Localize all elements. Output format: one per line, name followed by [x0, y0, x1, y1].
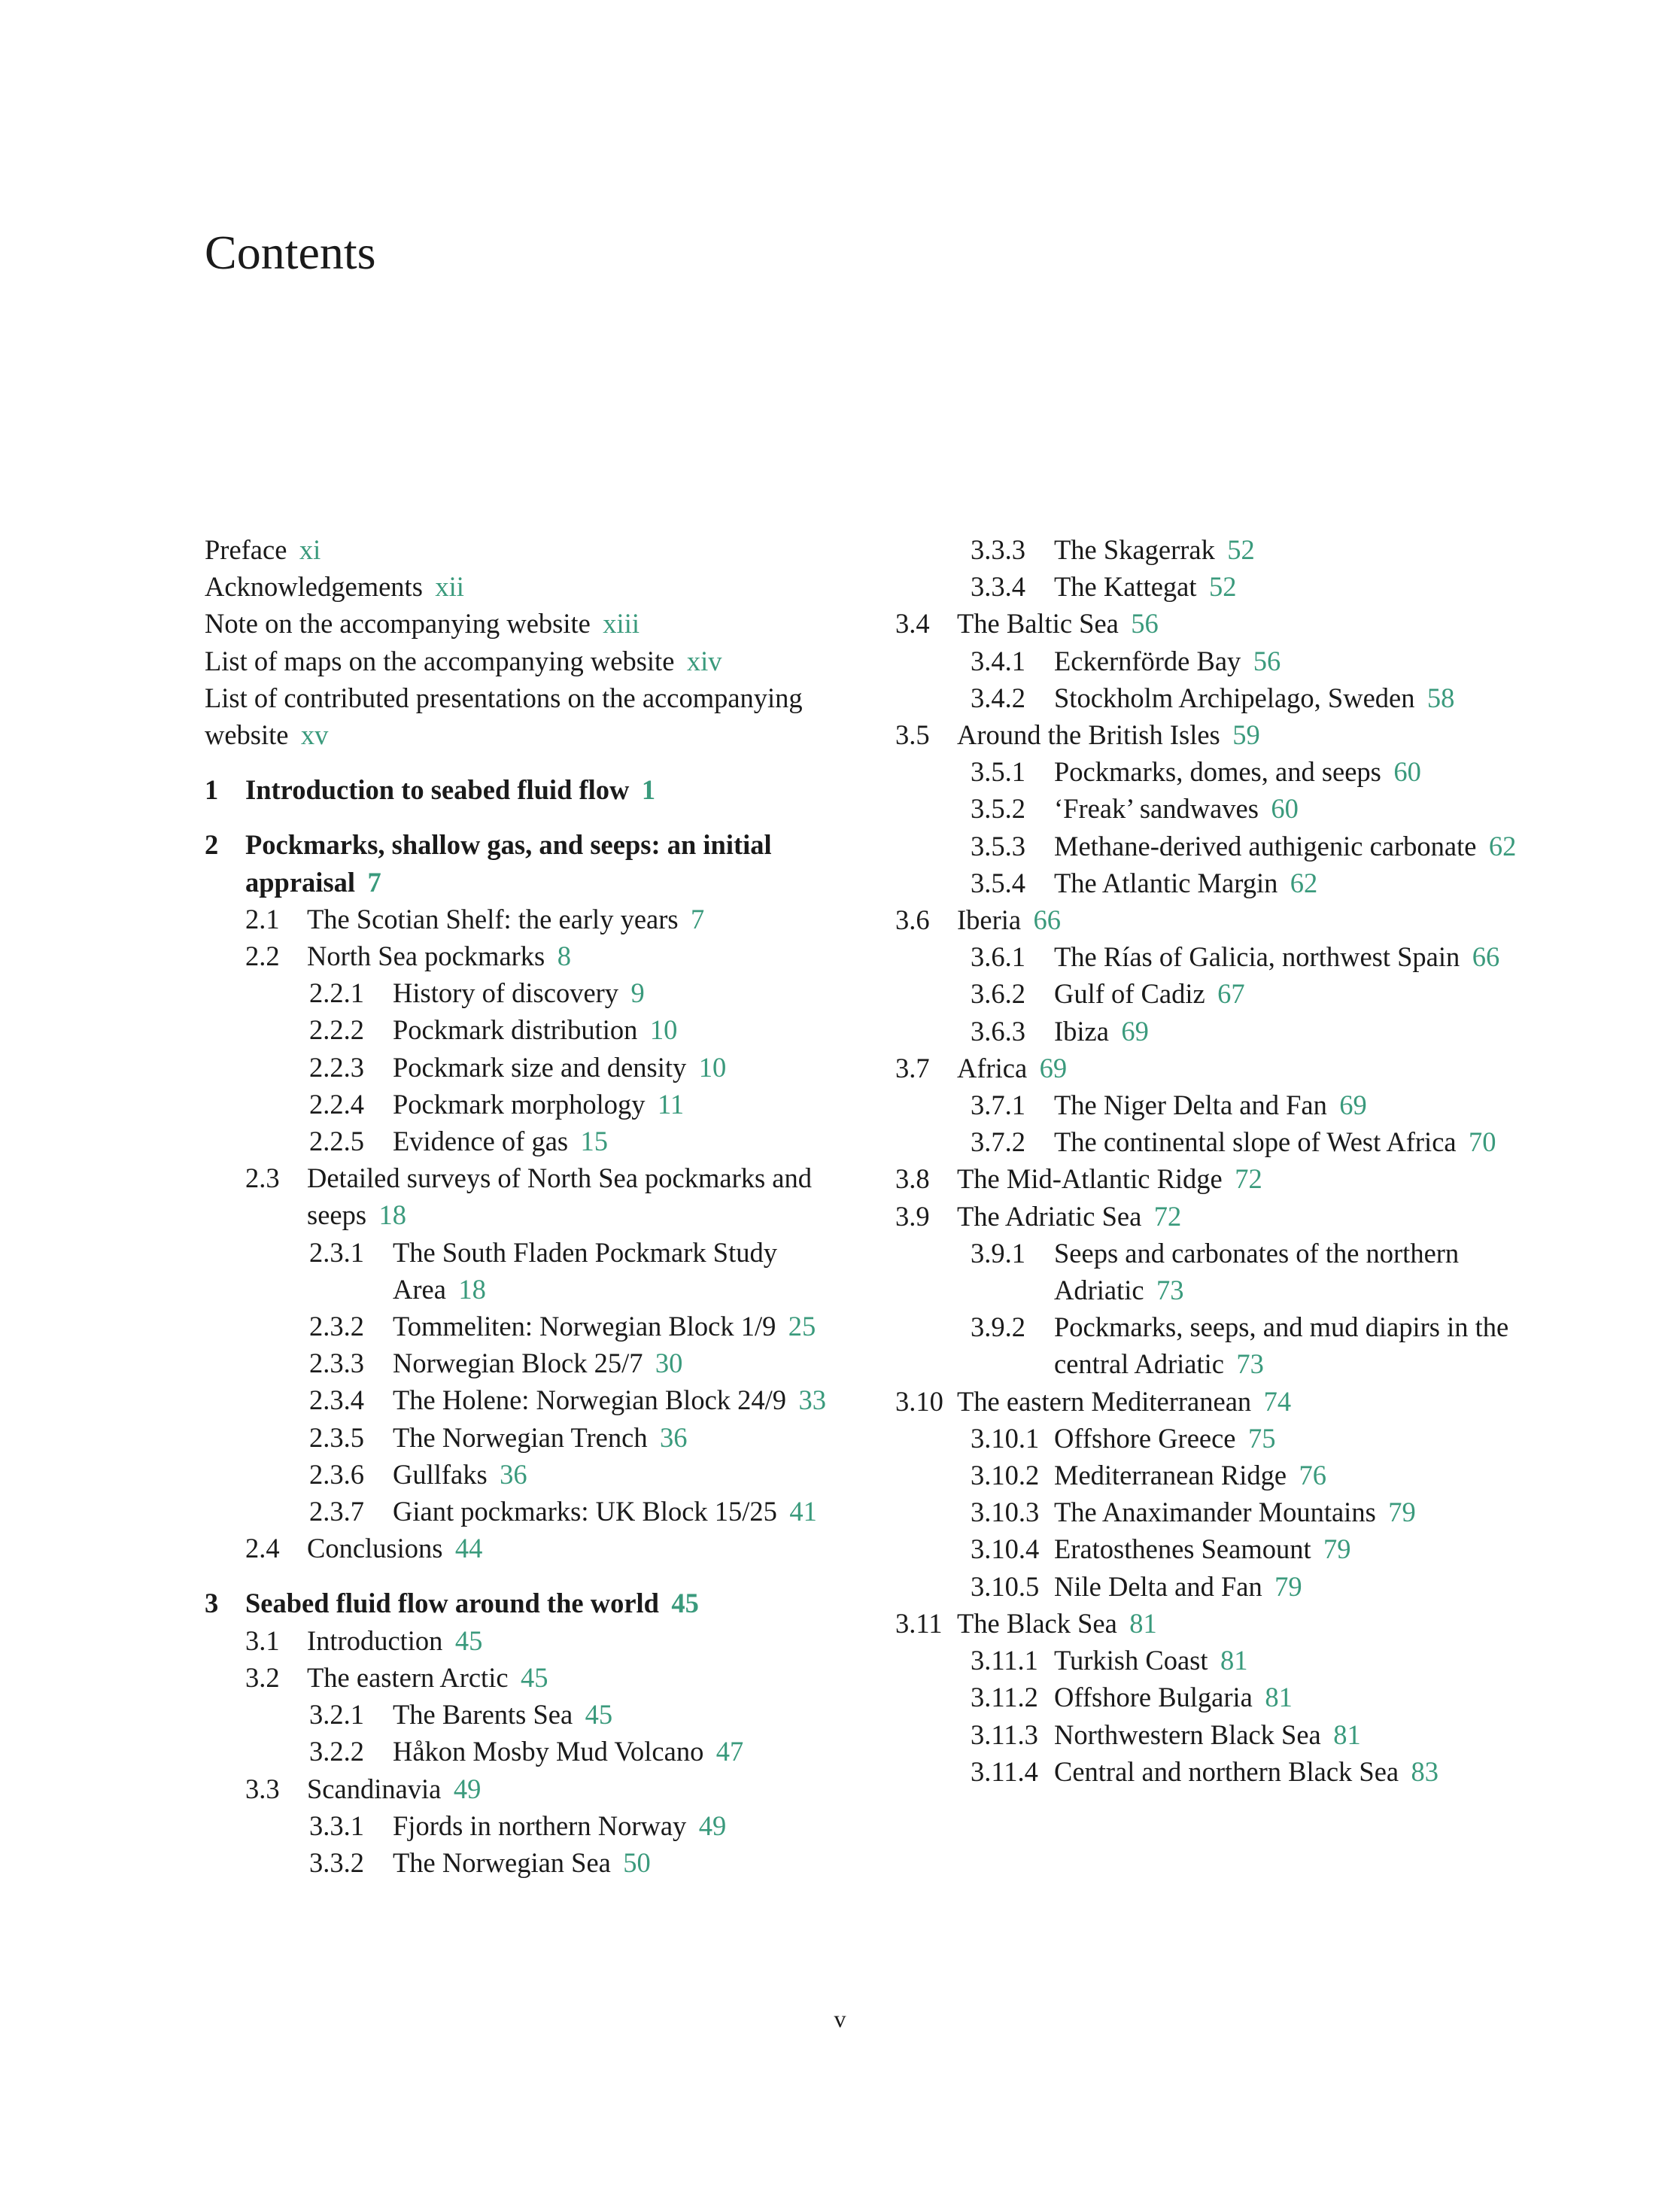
- entry-page-number: 7: [367, 866, 381, 898]
- entry-number: 2.1: [245, 903, 280, 934]
- entry-title: The Norwegian Sea: [393, 1846, 611, 1878]
- toc-entry: [205, 679, 867, 753]
- toc-entry: [205, 568, 867, 605]
- toc-entry: [205, 826, 867, 900]
- entry-number: 3.6.1: [971, 941, 1025, 973]
- entry-page-number: 79: [1323, 1533, 1351, 1565]
- toc-entry: [205, 1234, 867, 1308]
- entry-title: The eastern Arctic: [307, 1661, 509, 1693]
- entry-page-number: 45: [585, 1699, 613, 1731]
- entry-number: 3.9: [895, 1200, 930, 1232]
- entry-title: Northwestern Black Sea: [1054, 1719, 1321, 1750]
- entry-title: Giant pockmarks: UK Block 15/25: [393, 1496, 777, 1527]
- entry-title: List of maps on the accompanying website: [205, 645, 675, 676]
- entry-page-number: 60: [1271, 793, 1299, 825]
- toc-entry: [895, 679, 1542, 716]
- entry-page-number: xv: [300, 719, 329, 751]
- entry-title: The Scotian Shelf: the early years: [307, 903, 679, 934]
- entry-title: Note on the accompanying website: [205, 608, 591, 640]
- entry-title: The Mid-Atlantic Ridge: [957, 1163, 1223, 1195]
- entry-page-number: xiii: [603, 608, 639, 640]
- entry-page-number: 9: [630, 977, 645, 1009]
- entry-title: The Norwegian Trench: [393, 1421, 648, 1453]
- entry-title: Turkish Coast: [1054, 1645, 1208, 1676]
- entry-number: 2.2.3: [309, 1051, 364, 1083]
- entry-page-number: xi: [299, 534, 321, 565]
- toc-entry: [205, 1049, 867, 1086]
- entry-number: 3.8: [895, 1163, 930, 1195]
- entry-page-number: 50: [623, 1846, 651, 1878]
- entry-page-number: 67: [1217, 978, 1245, 1010]
- entry-title: Stockholm Archipelago, Sweden: [1054, 682, 1415, 713]
- entry-title: The Baltic Sea: [957, 608, 1119, 640]
- entry-title: Eratosthenes Seamount: [1054, 1533, 1311, 1565]
- entry-number: 3.3.4: [971, 571, 1025, 603]
- toc-entry: [205, 643, 867, 679]
- entry-title: Iberia: [957, 904, 1022, 936]
- entry-number: 3.11.1: [971, 1645, 1038, 1676]
- toc-entry: [895, 1530, 1542, 1567]
- toc-entry: [205, 1381, 867, 1418]
- entry-title: Offshore Greece: [1054, 1422, 1236, 1454]
- toc-entry: [895, 1308, 1542, 1382]
- page-number: v: [834, 2005, 846, 2032]
- entry-number: 2.2: [245, 941, 280, 972]
- entry-number: 3.5.1: [971, 756, 1025, 788]
- toc-left-column: [205, 531, 867, 1881]
- toc-entry: [895, 1679, 1542, 1715]
- toc-entry: [895, 1383, 1542, 1420]
- entry-page-number: 11: [657, 1088, 685, 1120]
- entry-title: Preface: [205, 534, 287, 565]
- entry-number: 2.4: [245, 1533, 280, 1564]
- entry-page-number: xiv: [686, 645, 722, 676]
- entry-number: 3.9.2: [971, 1311, 1025, 1343]
- toc-entry: [205, 1086, 867, 1123]
- entry-page-number: 18: [458, 1273, 486, 1305]
- toc-right-column: [895, 531, 1542, 1790]
- entry-title: List of contributed presentations on the accompanying website: [205, 682, 803, 751]
- entry-page-number: 1: [641, 774, 656, 806]
- entry-number: 3.4.1: [971, 645, 1025, 676]
- toc-entry: [895, 1716, 1542, 1753]
- entry-title: Mediterranean Ridge: [1054, 1460, 1287, 1491]
- entry-page-number: 8: [557, 941, 571, 972]
- entry-page-number: 79: [1274, 1570, 1302, 1602]
- entry-title: Pockmarks, seeps, and mud diapirs in the central Adriatic: [1054, 1311, 1509, 1380]
- toc-entry: [895, 938, 1542, 975]
- entry-page-number: 44: [454, 1533, 483, 1564]
- toc-entry: [205, 1696, 867, 1733]
- entry-page-number: 15: [580, 1126, 609, 1157]
- entry-page-number: 81: [1265, 1682, 1293, 1713]
- entry-number: 3.6.2: [971, 978, 1025, 1010]
- entry-title: Nile Delta and Fan: [1054, 1570, 1262, 1602]
- entry-title: Håkon Mosby Mud Volcano: [393, 1736, 704, 1767]
- toc-entry: [895, 1160, 1542, 1197]
- entry-title: The Skagerrak: [1054, 534, 1215, 565]
- entry-number: 2.2.4: [309, 1088, 364, 1120]
- toc-entry: [205, 1733, 867, 1770]
- entry-page-number: 62: [1290, 867, 1318, 898]
- entry-page-number: 49: [453, 1773, 482, 1804]
- entry-number: 3.2.1: [309, 1699, 364, 1731]
- entry-title: Detailed surveys of North Sea pockmarks and seeps: [307, 1162, 813, 1231]
- entry-number: 3.3.2: [309, 1846, 364, 1878]
- entry-page-number: 81: [1129, 1607, 1157, 1639]
- toc-entry: [205, 1011, 867, 1048]
- entry-title: Pockmarks, shallow gas, and seeps: an initial appraisal: [245, 829, 772, 898]
- toc-entry: [205, 1659, 867, 1696]
- entry-number: 3.3.3: [971, 534, 1025, 565]
- entry-page-number: 83: [1411, 1755, 1439, 1787]
- toc-entry: [205, 1123, 867, 1159]
- toc-entry: [895, 901, 1542, 938]
- entry-title: Gullfaks: [393, 1458, 488, 1490]
- entry-number: 3.10.4: [971, 1533, 1040, 1565]
- entry-page-number: 74: [1263, 1385, 1292, 1417]
- entry-page-number: 72: [1153, 1200, 1182, 1232]
- toc-entry: [895, 1605, 1542, 1642]
- entry-title: Introduction: [307, 1624, 443, 1656]
- toc-entry: [205, 1159, 867, 1233]
- entry-page-number: 25: [788, 1311, 816, 1342]
- entry-page-number: 73: [1236, 1348, 1264, 1380]
- entry-title: ‘Freak’ sandwaves: [1054, 793, 1259, 825]
- toc-entry: [205, 1844, 867, 1881]
- entry-page-number: 69: [1039, 1052, 1068, 1083]
- entry-number: 3.5.3: [971, 830, 1025, 862]
- entry-page-number: 36: [500, 1458, 527, 1490]
- entry-title: Methane-derived authigenic carbonate: [1054, 830, 1477, 862]
- entry-title: Pockmark morphology: [393, 1088, 646, 1120]
- entry-page-number: 79: [1388, 1497, 1416, 1528]
- entry-page-number: 69: [1121, 1015, 1149, 1047]
- entry-title: The Anaximander Mountains: [1054, 1497, 1376, 1528]
- entry-number: 3.10.1: [971, 1422, 1040, 1454]
- entry-page-number: 52: [1227, 534, 1255, 565]
- entry-page-number: 76: [1299, 1460, 1327, 1491]
- entry-title: The Black Sea: [957, 1607, 1117, 1639]
- entry-title: Africa: [957, 1052, 1028, 1083]
- toc-entry: [895, 1642, 1542, 1679]
- entry-page-number: 45: [671, 1588, 699, 1619]
- entry-number: 3.4.2: [971, 682, 1025, 713]
- entry-page-number: 81: [1220, 1645, 1248, 1676]
- entry-title: The Rías of Galicia, northwest Spain: [1054, 941, 1460, 973]
- entry-page-number: 56: [1253, 645, 1281, 676]
- entry-number: 3.11.3: [971, 1719, 1038, 1750]
- toc-entry: [895, 1457, 1542, 1494]
- entry-title: Pockmark size and density: [393, 1051, 687, 1083]
- toc-entry: [205, 1622, 867, 1659]
- entry-page-number: 75: [1247, 1422, 1276, 1454]
- entry-title: Pockmarks, domes, and seeps: [1054, 756, 1381, 788]
- entry-page-number: 45: [520, 1661, 548, 1693]
- entry-title: Scandinavia: [307, 1773, 442, 1804]
- entry-page-number: 41: [789, 1496, 817, 1527]
- toc-entry: [205, 1308, 867, 1345]
- entry-number: 2.3.2: [309, 1311, 364, 1342]
- entry-number: 3.5.4: [971, 867, 1025, 898]
- entry-number: 3.2.2: [309, 1736, 364, 1767]
- entry-title: North Sea pockmarks: [307, 941, 545, 972]
- entry-number: 2.3.4: [309, 1384, 364, 1416]
- entry-title: Acknowledgements: [205, 571, 423, 603]
- entry-title: Gulf of Cadiz: [1054, 978, 1205, 1010]
- entry-number: 2.2.1: [309, 977, 364, 1009]
- toc-entry: [205, 1770, 867, 1807]
- entry-title: Fjords in northern Norway: [393, 1810, 687, 1841]
- entry-number: 3.7.2: [971, 1126, 1025, 1158]
- toc-entry: [205, 1419, 867, 1456]
- entry-page-number: 66: [1472, 941, 1500, 973]
- entry-number: 2.2.2: [309, 1014, 364, 1046]
- entry-title: Pockmark distribution: [393, 1014, 638, 1046]
- entry-title: Eckernförde Bay: [1054, 645, 1241, 676]
- entry-page-number: 18: [378, 1199, 406, 1231]
- toc-entry: [205, 1456, 867, 1493]
- entry-number: 3.5.2: [971, 793, 1025, 825]
- toc-entry: [205, 974, 867, 1011]
- entry-number: 2.3.5: [309, 1421, 364, 1453]
- toc-entry: [205, 938, 867, 974]
- entry-page-number: 70: [1469, 1126, 1496, 1158]
- entry-number: 3.10.3: [971, 1497, 1040, 1528]
- entry-number: 3.7: [895, 1052, 930, 1083]
- entry-number: 3.10.2: [971, 1460, 1040, 1491]
- toc-entry: [895, 1420, 1542, 1457]
- entry-title: Evidence of gas: [393, 1126, 569, 1157]
- toc-entry: [895, 1753, 1542, 1790]
- toc-entry: [895, 1013, 1542, 1050]
- entry-page-number: 10: [698, 1051, 727, 1083]
- toc-entry: [895, 1123, 1542, 1160]
- entry-title: Norwegian Block 25/7: [393, 1348, 643, 1379]
- toc-entry: [895, 1235, 1542, 1308]
- entry-title: History of discovery: [393, 977, 619, 1009]
- entry-title: The Holene: Norwegian Block 24/9: [393, 1384, 787, 1416]
- entry-title: The continental slope of West Africa: [1054, 1126, 1457, 1158]
- entry-number: 2.3: [245, 1162, 280, 1194]
- entry-page-number: 56: [1131, 608, 1159, 640]
- toc-entry: [205, 1807, 867, 1844]
- entry-page-number: 73: [1156, 1275, 1184, 1306]
- entry-number: 3.3: [245, 1773, 280, 1804]
- entry-title: Ibiza: [1054, 1015, 1109, 1047]
- entry-page-number: 60: [1393, 756, 1421, 788]
- entry-title: Seabed fluid flow around the world: [245, 1588, 659, 1619]
- entry-page-number: 49: [698, 1810, 727, 1841]
- entry-number: 3.7.1: [971, 1089, 1025, 1121]
- entry-number: 3.11: [895, 1607, 943, 1639]
- entry-title: The Kattegat: [1054, 571, 1197, 603]
- entry-page-number: 72: [1235, 1163, 1262, 1195]
- entry-page-number: 45: [454, 1624, 483, 1656]
- entry-title: Central and northern Black Sea: [1054, 1755, 1399, 1787]
- entry-page-number: 7: [691, 903, 705, 934]
- entry-page-number: 69: [1339, 1089, 1367, 1121]
- entry-page-number: 58: [1426, 682, 1455, 713]
- entry-title: Tommeliten: Norwegian Block 1/9: [393, 1311, 776, 1342]
- entry-page-number: 36: [660, 1421, 688, 1453]
- toc-entry: [895, 1050, 1542, 1086]
- entry-title: Conclusions: [307, 1533, 443, 1564]
- entry-page-number: 30: [655, 1348, 683, 1379]
- toc-entry: [895, 1494, 1542, 1530]
- entry-page-number: xii: [435, 571, 464, 603]
- entry-number: 2.2.5: [309, 1126, 364, 1157]
- entry-number: 3.1: [245, 1624, 280, 1656]
- entry-number: 3: [205, 1588, 219, 1619]
- entry-page-number: 10: [649, 1014, 678, 1046]
- toc-entry: [895, 605, 1542, 642]
- toc-entry: [895, 531, 1542, 568]
- page-title: Contents: [205, 226, 376, 279]
- toc-entry: [895, 865, 1542, 901]
- entry-number: 3.6: [895, 904, 930, 936]
- toc-entry: [205, 531, 867, 568]
- toc-entry: [895, 643, 1542, 679]
- toc-entry: [895, 1568, 1542, 1605]
- toc-entry: [205, 1585, 867, 1621]
- toc-entry: [895, 1198, 1542, 1235]
- entry-title: The Adriatic Sea: [957, 1200, 1142, 1232]
- toc-entry: [205, 1493, 867, 1530]
- entry-number: 3.10: [895, 1385, 943, 1417]
- entry-title: Introduction to seabed fluid flow: [245, 774, 630, 806]
- entry-number: 2.3.1: [309, 1236, 364, 1268]
- entry-title: The Barents Sea: [393, 1699, 573, 1731]
- entry-page-number: 52: [1208, 571, 1237, 603]
- entry-page-number: 66: [1033, 904, 1062, 936]
- toc-entry: [205, 901, 867, 938]
- entry-title: Offshore Bulgaria: [1054, 1682, 1253, 1713]
- toc-entry: [895, 568, 1542, 605]
- entry-title: Seeps and carbonates of the northern Adriatic: [1054, 1237, 1460, 1306]
- entry-number: 2.3.7: [309, 1496, 364, 1527]
- entry-title: The South Fladen Pockmark Study Area: [393, 1236, 777, 1305]
- entry-page-number: 62: [1488, 830, 1517, 862]
- entry-number: 3.6.3: [971, 1015, 1025, 1047]
- entry-page-number: 47: [715, 1736, 744, 1767]
- toc-entry: [205, 605, 867, 642]
- toc-entry: [895, 716, 1542, 753]
- entry-number: 3.5: [895, 719, 930, 751]
- entry-number: 1: [205, 774, 219, 806]
- toc-entry: [895, 753, 1542, 790]
- entry-number: 3.11.4: [971, 1755, 1038, 1787]
- toc-entry: [895, 975, 1542, 1012]
- toc-entry: [895, 790, 1542, 827]
- toc-entry: [205, 771, 867, 808]
- entry-number: 3.10.5: [971, 1570, 1040, 1602]
- entry-page-number: 59: [1232, 719, 1260, 751]
- entry-page-number: 81: [1333, 1719, 1361, 1750]
- entry-number: 3.2: [245, 1661, 280, 1693]
- entry-number: 3.11.2: [971, 1682, 1038, 1713]
- entry-title: Around the British Isles: [957, 719, 1220, 751]
- entry-page-number: 33: [798, 1384, 826, 1416]
- toc-entry: [895, 828, 1542, 865]
- entry-title: The Niger Delta and Fan: [1054, 1089, 1327, 1121]
- entry-number: 2.3.3: [309, 1348, 364, 1379]
- entry-number: 3.9.1: [971, 1237, 1025, 1269]
- entry-number: 3.3.1: [309, 1810, 364, 1841]
- entry-number: 3.4: [895, 608, 930, 640]
- entry-number: 2.3.6: [309, 1458, 364, 1490]
- toc-entry: [895, 1086, 1542, 1123]
- entry-title: The Atlantic Margin: [1054, 867, 1278, 898]
- entry-number: 2: [205, 829, 219, 861]
- toc-entry: [205, 1345, 867, 1381]
- toc-entry: [205, 1530, 867, 1567]
- entry-title: The eastern Mediterranean: [957, 1385, 1252, 1417]
